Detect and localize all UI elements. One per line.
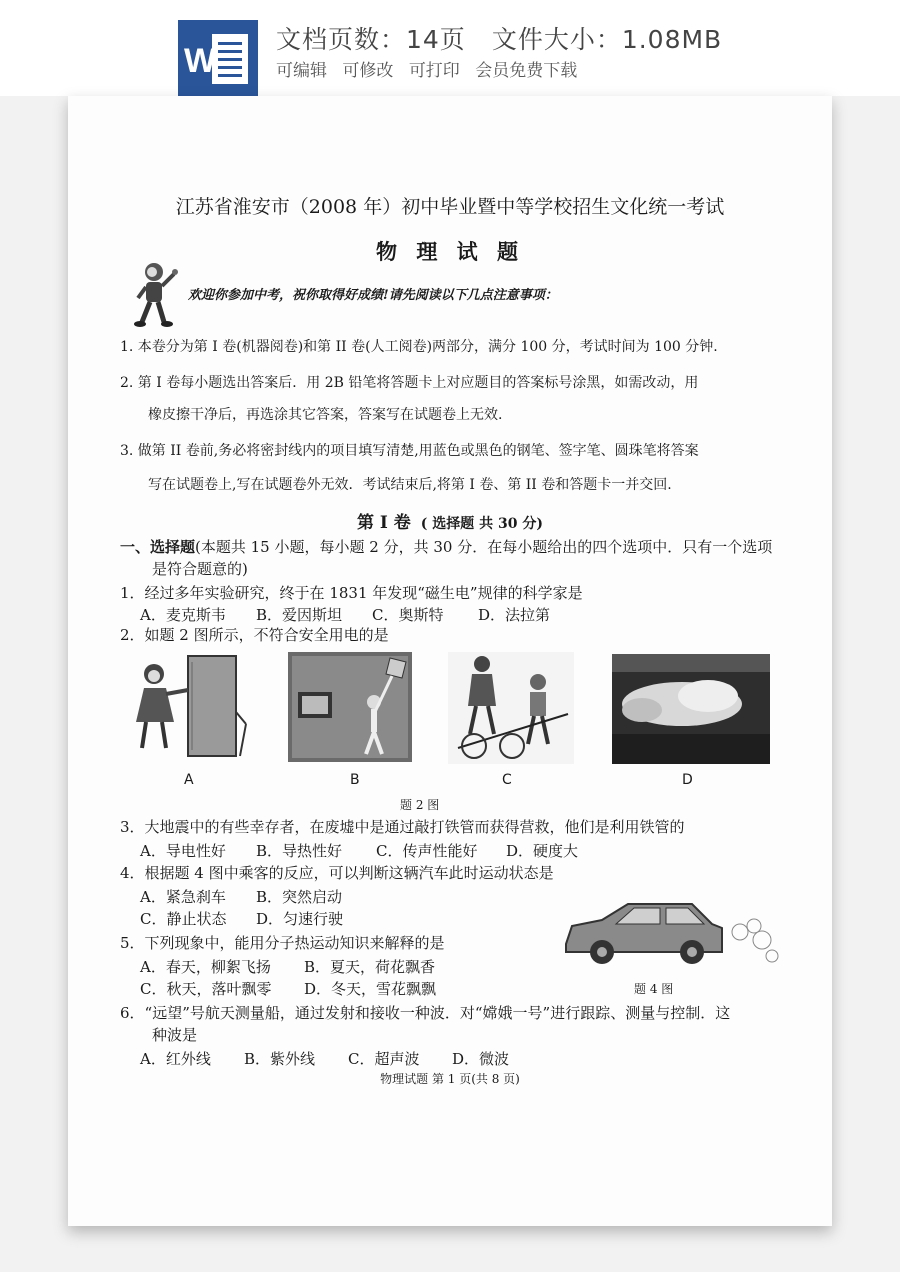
figure-2b-image <box>288 652 412 762</box>
question-4-stem: 4．根据题 4 图中乘客的反应，可以判断这辆汽车此时运动状态是 <box>120 864 554 882</box>
question-2-stem: 2．如题 2 图所示，不符合安全用电的是 <box>120 626 389 644</box>
q1-option-d[interactable]: D．法拉第 <box>478 606 551 624</box>
file-size: 文件大小：1.08MB <box>491 25 723 54</box>
q5-option-c[interactable]: C．秋天，落叶飘零 <box>140 980 272 998</box>
q1-option-a[interactable]: A．麦克斯韦 <box>140 606 226 624</box>
section-instruction <box>120 536 772 557</box>
figure-2d-image <box>612 654 770 764</box>
question-5-stem: 5．下列现象中，能用分子热运动知识来解释的是 <box>120 934 445 952</box>
download-banner <box>0 0 900 96</box>
page-footer: 物理试题 第 1 页(共 8 页) <box>380 1072 520 1086</box>
section-subtitle: ( 选择题 共 30 分) <box>420 516 544 532</box>
figure-4-image <box>562 896 780 968</box>
note-3: 3. 做第 II 卷前,务必将密封线内的项目填写清楚,用蓝色或黑色的钢笔、签字笔、圆珠笔将答案 <box>120 443 699 459</box>
figure-4-caption: 题 4 图 <box>634 982 674 996</box>
q6-option-d[interactable]: D．微波 <box>452 1050 510 1068</box>
welcome-text: 欢迎你参加中考，祝你取得好成绩!请先阅读以下几点注意事项： <box>188 288 558 303</box>
feature-member-download[interactable]: 会员免费下载 <box>475 61 578 81</box>
note-2-cont: 橡皮擦干净后，再选涂其它答案，答案写在试题卷上无效. <box>148 407 503 423</box>
q1-option-b[interactable]: B．爱因斯坦 <box>256 606 343 624</box>
figure-2a-label: A <box>184 772 194 788</box>
feature-list <box>276 56 587 81</box>
q5-option-b[interactable]: B．夏天，荷花飘香 <box>304 958 436 976</box>
q6-option-a[interactable]: A．红外线 <box>140 1050 211 1068</box>
mascot-illustration <box>132 260 182 328</box>
figure-2c-label: C <box>502 772 512 788</box>
figure-2c-image <box>448 652 574 764</box>
section-name: 第 I 卷 <box>356 513 411 533</box>
page-count: 文档页数：14页 <box>276 25 466 54</box>
question-5-options-row2 <box>140 978 436 999</box>
figure-2a-image <box>124 652 248 762</box>
question-6-stem: 6．“远望”号航天测量船，通过发射和接收一种波．对“嫦娥一号”进行跟踪、测量与控制．这 <box>120 1004 731 1022</box>
section-title <box>68 508 832 533</box>
note-3-cont: 写在试题卷上,写在试题卷外无效．考试结束后,将第 I 卷、第 II 卷和答题卡一并交回. <box>148 477 672 493</box>
q3-option-c[interactable]: C．传声性能好 <box>376 842 478 860</box>
q5-option-a[interactable]: A．春天，柳絮飞扬 <box>140 958 271 976</box>
instruction-heading: 一、选择题 <box>120 538 196 556</box>
question-6-options <box>140 1048 509 1069</box>
q6-option-b[interactable]: B．紫外线 <box>244 1050 316 1068</box>
question-5-options-row1 <box>140 956 435 977</box>
instruction-text: (本题共 15 小题，每小题 2 分，共 30 分．在每小题给出的四个选项中．只有一个选项 <box>195 538 773 556</box>
q3-option-a[interactable]: A．导电性好 <box>140 842 226 860</box>
note-1: 1. 本卷分为第 I 卷(机器阅卷)和第 II 卷(人工阅卷)两部分，满分 100 分，考试时间为 100 分钟. <box>120 339 718 355</box>
exam-title: 江苏省淮安市（2008 年）初中毕业暨中等学校招生文化统一考试 <box>175 196 725 218</box>
q1-option-c[interactable]: C．奥斯特 <box>372 606 444 624</box>
q5-option-d[interactable]: D．冬天，雪花飘飘 <box>304 980 437 998</box>
feature-modifiable: 可修改 <box>342 61 394 81</box>
exam-subject: 物 理 试 题 <box>376 240 524 264</box>
note-2: 2. 第 I 卷每小题选出答案后．用 2B 铅笔将答题卡上对应题目的答案标号涂黑，如需改动，用 <box>120 375 699 391</box>
q6-option-c[interactable]: C．超声波 <box>348 1050 420 1068</box>
figure-2b-label: B <box>350 772 360 788</box>
exam-page <box>68 96 832 1226</box>
question-3-options <box>140 840 578 861</box>
question-1-options <box>140 604 550 625</box>
instruction-line2: 是符合题意的) <box>152 560 248 578</box>
question-1-stem: 1．经过多年实验研究，终于在 1831 年发现“磁生电”规律的科学家是 <box>120 584 583 602</box>
question-4-options-row2 <box>140 908 343 929</box>
q4-option-d[interactable]: D．匀速行驶 <box>256 910 344 928</box>
feature-printable: 可打印 <box>408 61 460 81</box>
file-info <box>276 20 722 56</box>
figure-2d-label: D <box>682 772 693 788</box>
q4-option-c[interactable]: C．静止状态 <box>140 910 227 928</box>
q3-option-d[interactable]: D．硬度大 <box>506 842 579 860</box>
feature-editable: 可编辑 <box>276 61 327 81</box>
question-3-stem: 3．大地震中的有些幸存者，在废墟中是通过敲打铁管而获得营救，他们是利用铁管的 <box>120 818 685 836</box>
logo-letter: W <box>184 42 217 80</box>
question-6-stem-cont: 种波是 <box>152 1026 198 1044</box>
q3-option-b[interactable]: B．导热性好 <box>256 842 343 860</box>
question-4-options-row1 <box>140 886 342 907</box>
figure-2-caption: 题 2 图 <box>400 798 440 812</box>
word-document-icon <box>178 20 258 96</box>
q4-option-b[interactable]: B．突然启动 <box>256 888 343 906</box>
q4-option-a[interactable]: A．紧急刹车 <box>140 888 226 906</box>
